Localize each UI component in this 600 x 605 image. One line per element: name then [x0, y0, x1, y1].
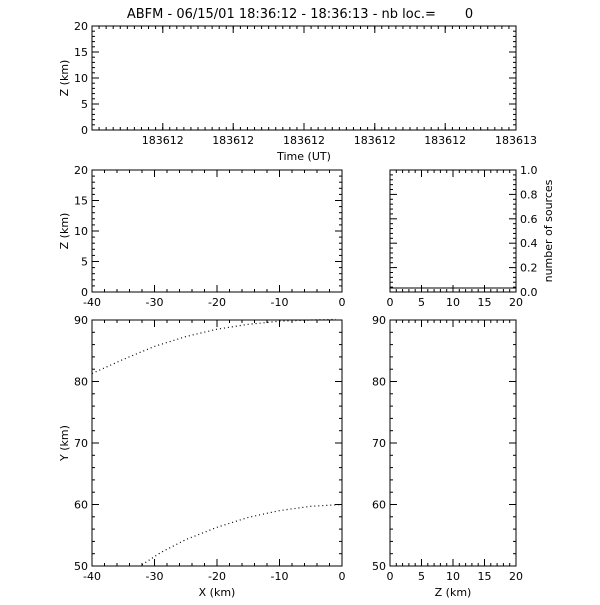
z-y-xtick-label: 0 [386, 570, 394, 583]
height-histogram-ytick-label: 0.4 [520, 237, 538, 251]
height-histogram-frame [390, 170, 516, 292]
x-y-ytick-label: 90 [74, 314, 88, 327]
x-y-xtick-label: 0 [338, 570, 346, 583]
x-z-ylabel: Z (km) [58, 212, 71, 250]
x-z-xtick-label: -10 [270, 296, 289, 309]
time-height-ytick-label: 0 [81, 124, 88, 137]
time-height-frame [92, 26, 516, 130]
x-y-ylabel: Y (km) [58, 425, 71, 461]
height-histogram-ytick-label: 0.6 [520, 212, 538, 226]
height-histogram-ylabel: number of sources [542, 179, 555, 283]
x-z-xtick-label: 0 [338, 296, 346, 309]
x-y-xtick-label: -40 [83, 570, 101, 583]
height-histogram-xtick-label: 0 [386, 296, 394, 309]
z-y-xtick-label: 5 [418, 570, 425, 583]
x-y-xtick-label: -20 [208, 570, 226, 583]
z-y-xtick-label: 15 [477, 570, 492, 583]
time-height-ylabel: Z (km) [58, 59, 71, 97]
height-histogram-xtick-label: 15 [477, 296, 492, 309]
time-height-ytick-label: 15 [74, 46, 88, 59]
z-y-xtick-label: 10 [446, 570, 460, 583]
x-y-series-0 [92, 319, 336, 373]
time-height-xtick-label: 183612 [283, 134, 325, 147]
z-y-ytick-label: 50 [372, 560, 386, 573]
height-histogram-xtick-label: 10 [446, 296, 460, 309]
z-y-ytick-label: 90 [372, 314, 386, 327]
z-y-frame [390, 320, 516, 566]
x-z-ytick-label: 5 [81, 255, 88, 269]
x-z-xtick-label: -30 [145, 296, 164, 309]
x-y-series-1 [142, 505, 342, 565]
x-y-ytick-label: 50 [74, 560, 88, 573]
x-y-ytick-label: 60 [74, 498, 88, 512]
time-height-ytick-label: 10 [74, 72, 88, 85]
height-histogram-xtick-label: 5 [418, 296, 425, 309]
height-histogram-ytick-label: 0.8 [520, 188, 538, 202]
time-height-xtick-label: 183612 [424, 134, 467, 147]
time-height-xtick-label: 183613 [495, 134, 537, 147]
x-z-xtick-label: -20 [208, 296, 226, 309]
height-histogram-xtick-label: 20 [509, 296, 523, 309]
x-y-frame [92, 320, 342, 566]
time-height-xlabel: Time (UT) [277, 150, 331, 163]
x-y-ytick-label: 80 [74, 375, 88, 389]
height-histogram-ytick-label: 1.0 [520, 164, 538, 177]
x-z-ytick-label: 10 [74, 225, 88, 238]
z-y-ytick-label: 80 [372, 375, 386, 389]
x-z-ytick-label: 0 [81, 286, 88, 299]
time-height-xtick-label: 183612 [141, 134, 184, 147]
x-z-frame [92, 170, 342, 292]
z-y-ytick-label: 60 [372, 498, 386, 512]
z-y-ytick-label: 70 [372, 437, 386, 450]
time-height-xtick-label: 183612 [212, 134, 255, 147]
x-y-xtick-label: -30 [145, 570, 164, 583]
time-height-ytick-label: 5 [81, 98, 88, 111]
time-height-xtick-label: 183612 [353, 134, 396, 147]
time-height-ytick-label: 20 [74, 20, 88, 33]
x-y-xlabel: X (km) [198, 586, 236, 599]
height-histogram-ytick-label: 0.0 [520, 286, 538, 299]
z-y-xtick-label: 20 [509, 570, 523, 583]
figure-title: ABFM - 06/15/01 18:36:12 - 18:36:13 - nb loc.= 0 [126, 7, 474, 22]
height-histogram-ytick-label: 0.2 [520, 261, 538, 275]
x-z-ytick-label: 15 [74, 194, 88, 208]
x-y-ytick-label: 70 [74, 437, 88, 450]
x-y-xtick-label: -10 [270, 570, 289, 583]
x-z-ytick-label: 20 [74, 164, 88, 177]
z-y-xlabel: Z (km) [434, 586, 472, 599]
x-z-xtick-label: -40 [83, 296, 101, 309]
